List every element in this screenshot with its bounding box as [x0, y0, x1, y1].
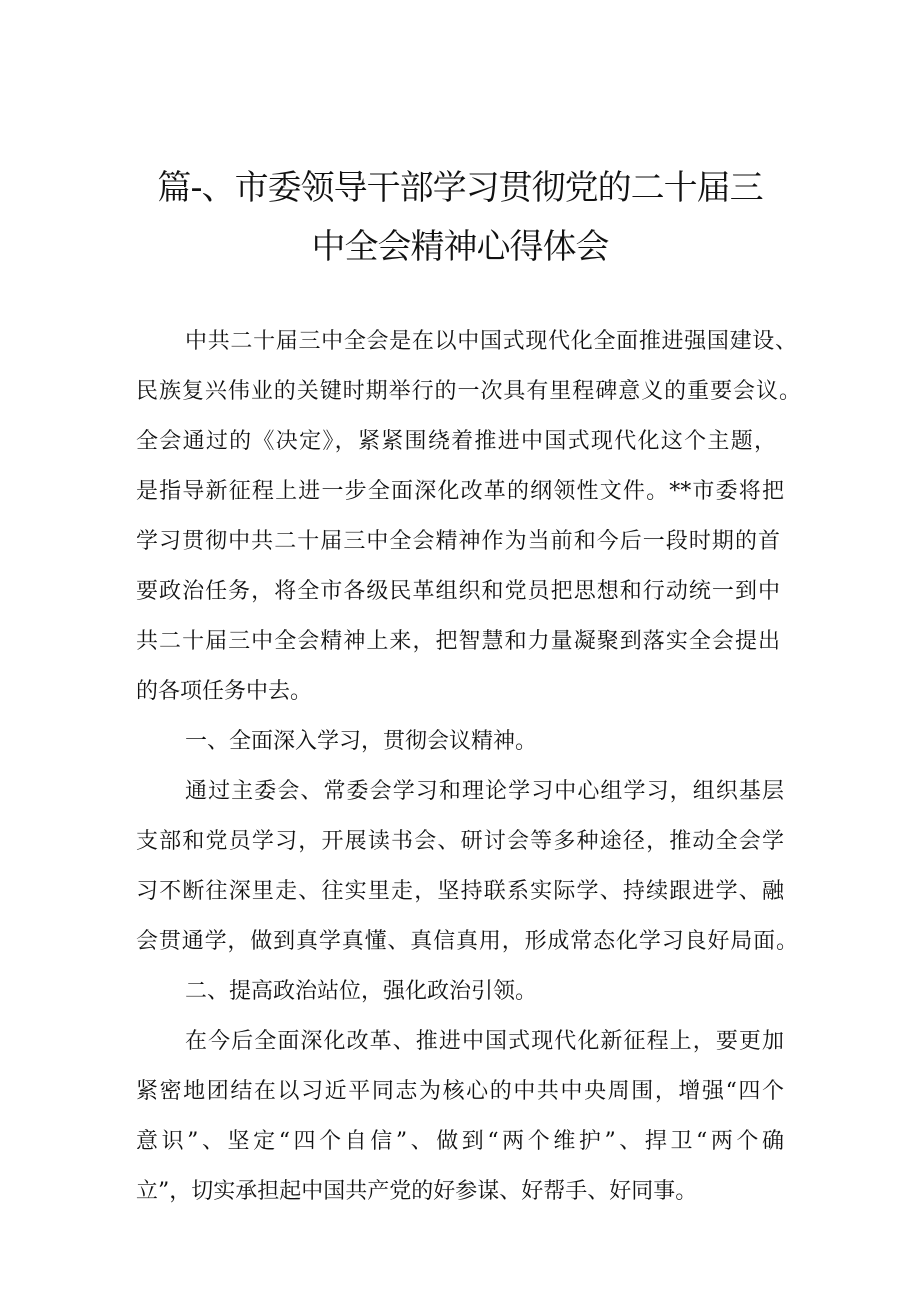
section-heading-2: 二、提高政治站位，强化政治引领。 — [185, 979, 538, 1004]
section-heading-1: 一、全面深入学习，贯彻会议精神。 — [185, 729, 538, 754]
paragraph-1-line-8: 的各项任务中去。 — [136, 679, 313, 704]
paragraph-3-line-1: 在今后全面深化改革、推进中国式现代化新征程上，要更加 — [185, 1029, 784, 1054]
document-title-line-2: 中全会精神心得体会 — [311, 227, 609, 267]
paragraph-1-line-1: 中共二十届三中全会是在以中国式现代化全面推进强国建设、 — [185, 329, 797, 354]
document-title-line-1: 篇-、市委领导干部学习贯彻党的二十届三 — [157, 168, 763, 208]
paragraph-2-line-3: 习不断往深里走、往实里走，坚持联系实际学、持续跟进学、融 — [136, 879, 784, 904]
paragraph-1-line-3: 全会通过的《决定》，紧紧围绕着推进中国式现代化这个主题， — [136, 429, 776, 454]
paragraph-3-line-4: 立”，切实承担起中国共产党的好参谋、好帮手、好同事。 — [136, 1179, 698, 1204]
paragraph-1-line-4: 是指导新征程上进一步全面深化改革的纲领性文件。**市委将把 — [136, 479, 784, 504]
paragraph-3-line-3: 意识”、坚定“四个自信”、做到“两个维护”、捍卫“两个确 — [136, 1129, 784, 1154]
paragraph-1-line-2: 民族复兴伟业的关键时期举行的一次具有里程碑意义的重要会议。 — [136, 379, 801, 404]
paragraph-1-line-7: 共二十届三中全会精神上来，把智慧和力量凝聚到落实全会提出 — [136, 629, 780, 654]
paragraph-1-line-6: 要政治任务，将全市各级民革组织和党员把思想和行动统一到中 — [136, 579, 780, 604]
paragraph-1-line-5: 学习贯彻中共二十届三中全会精神作为当前和今后一段时期的首 — [136, 529, 780, 554]
paragraph-2-line-1: 通过主委会、常委会学习和理论学习中心组学习，组织基层 — [185, 779, 784, 804]
paragraph-2-line-2: 支部和党员学习，开展读书会、研讨会等多种途径，推动全会学 — [136, 829, 784, 854]
paragraph-3-line-2: 紧密地团结在以习近平同志为核心的中共中央周围，增强“四个 — [136, 1079, 784, 1104]
paragraph-2-line-4: 会贯通学，做到真学真懂、真信真用，形成常态化学习良好局面。 — [136, 929, 798, 954]
